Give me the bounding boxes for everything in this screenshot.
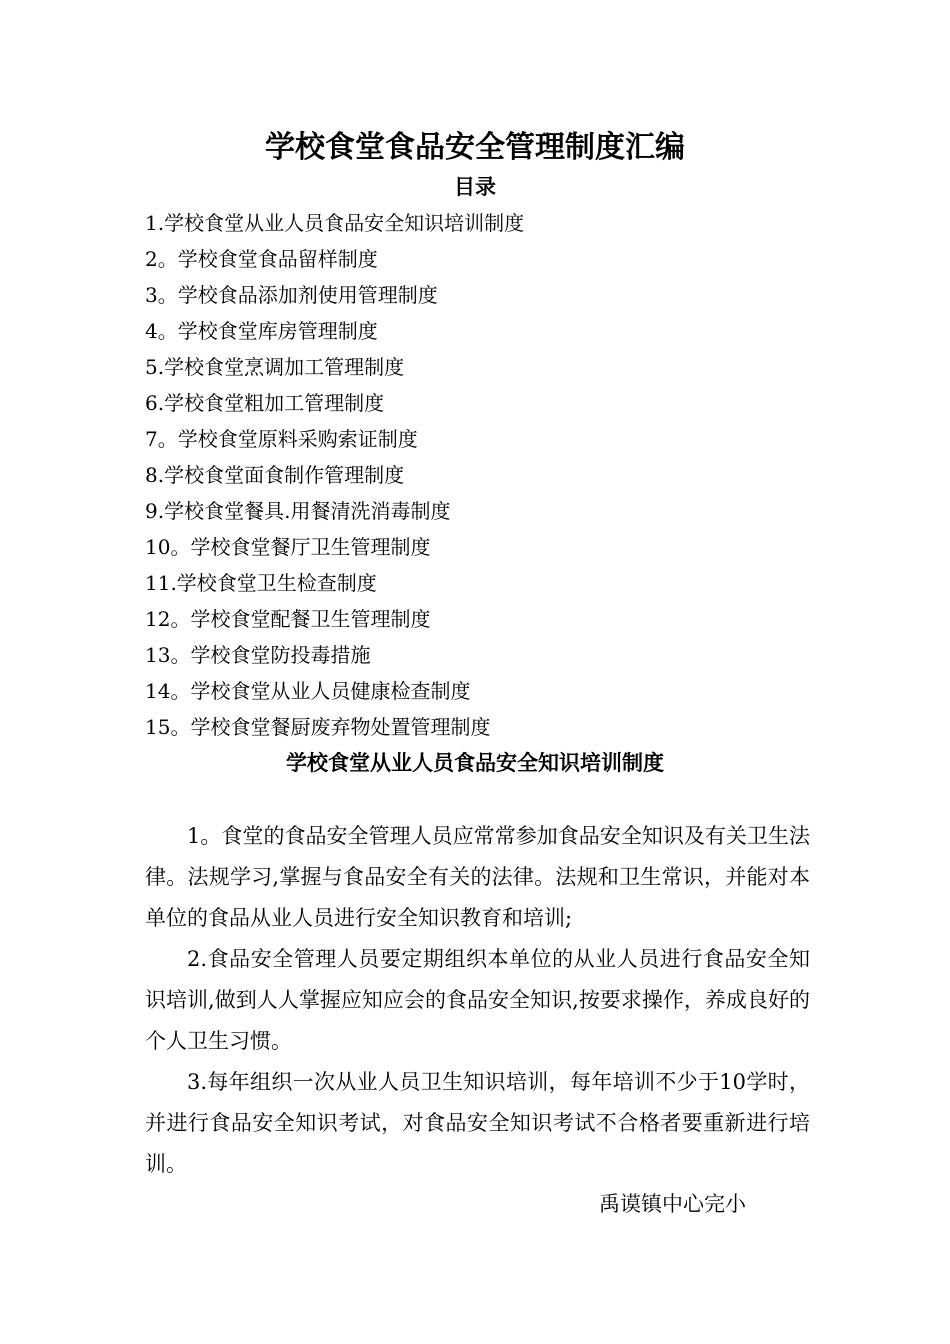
section-body [145,816,810,1185]
table-of-contents [145,205,825,745]
toc-item: 2。学校食堂食品留样制度 [145,247,378,271]
toc-item: 12。学校食堂配餐卫生管理制度 [145,607,431,631]
toc-item: 8.学校食堂面食制作管理制度 [145,463,405,487]
body-paragraph: 3.每年组织一次从业人员卫生知识培训，每年培训不少于10学时，并进行食品安全知识考试，对食品安全知识考试不合格者要重新进行培训。 [145,1070,810,1176]
toc-item: 14。学校食堂从业人员健康检查制度 [145,679,471,703]
body-paragraph: 1。食堂的食品安全管理人员应常常参加食品安全知识及有关卫生法律。法规学习,掌握与食品安全有关的法律。法规和卫生常识，并能对本单位的食品从业人员进行安全知识教育和培训; [145,824,810,930]
signature: 禹谟镇中心完小 [599,1192,746,1216]
toc-item: 11.学校食堂卫生检查制度 [145,571,377,595]
toc-item: 1.学校食堂从业人员食品安全知识培训制度 [145,211,525,235]
section-title: 学校食堂从业人员食品安全知识培训制度 [286,750,664,775]
toc-item: 3。学校食品添加剂使用管理制度 [145,283,438,307]
body-paragraph: 2.食品安全管理人员要定期组织本单位的从业人员进行食品安全知识培训,做到人人掌握应知应会的食品安全知识,按要求操作，养成良好的个人卫生习惯。 [145,947,810,1053]
toc-heading: 目录 [454,174,496,199]
toc-item: 6.学校食堂粗加工管理制度 [145,391,385,415]
toc-item: 7。学校食堂原料采购索证制度 [145,427,418,451]
toc-item: 5.学校食堂烹调加工管理制度 [145,355,405,379]
document-title: 学校食堂食品安全管理制度汇编 [265,130,685,165]
toc-item: 15。学校食堂餐厨废弃物处置管理制度 [145,715,491,739]
toc-item: 10。学校食堂餐厅卫生管理制度 [145,535,431,559]
toc-item: 4。学校食堂库房管理制度 [145,319,378,343]
toc-item: 13。学校食堂防投毒措施 [145,643,371,667]
toc-item: 9.学校食堂餐具.用餐清洗消毒制度 [145,499,451,523]
